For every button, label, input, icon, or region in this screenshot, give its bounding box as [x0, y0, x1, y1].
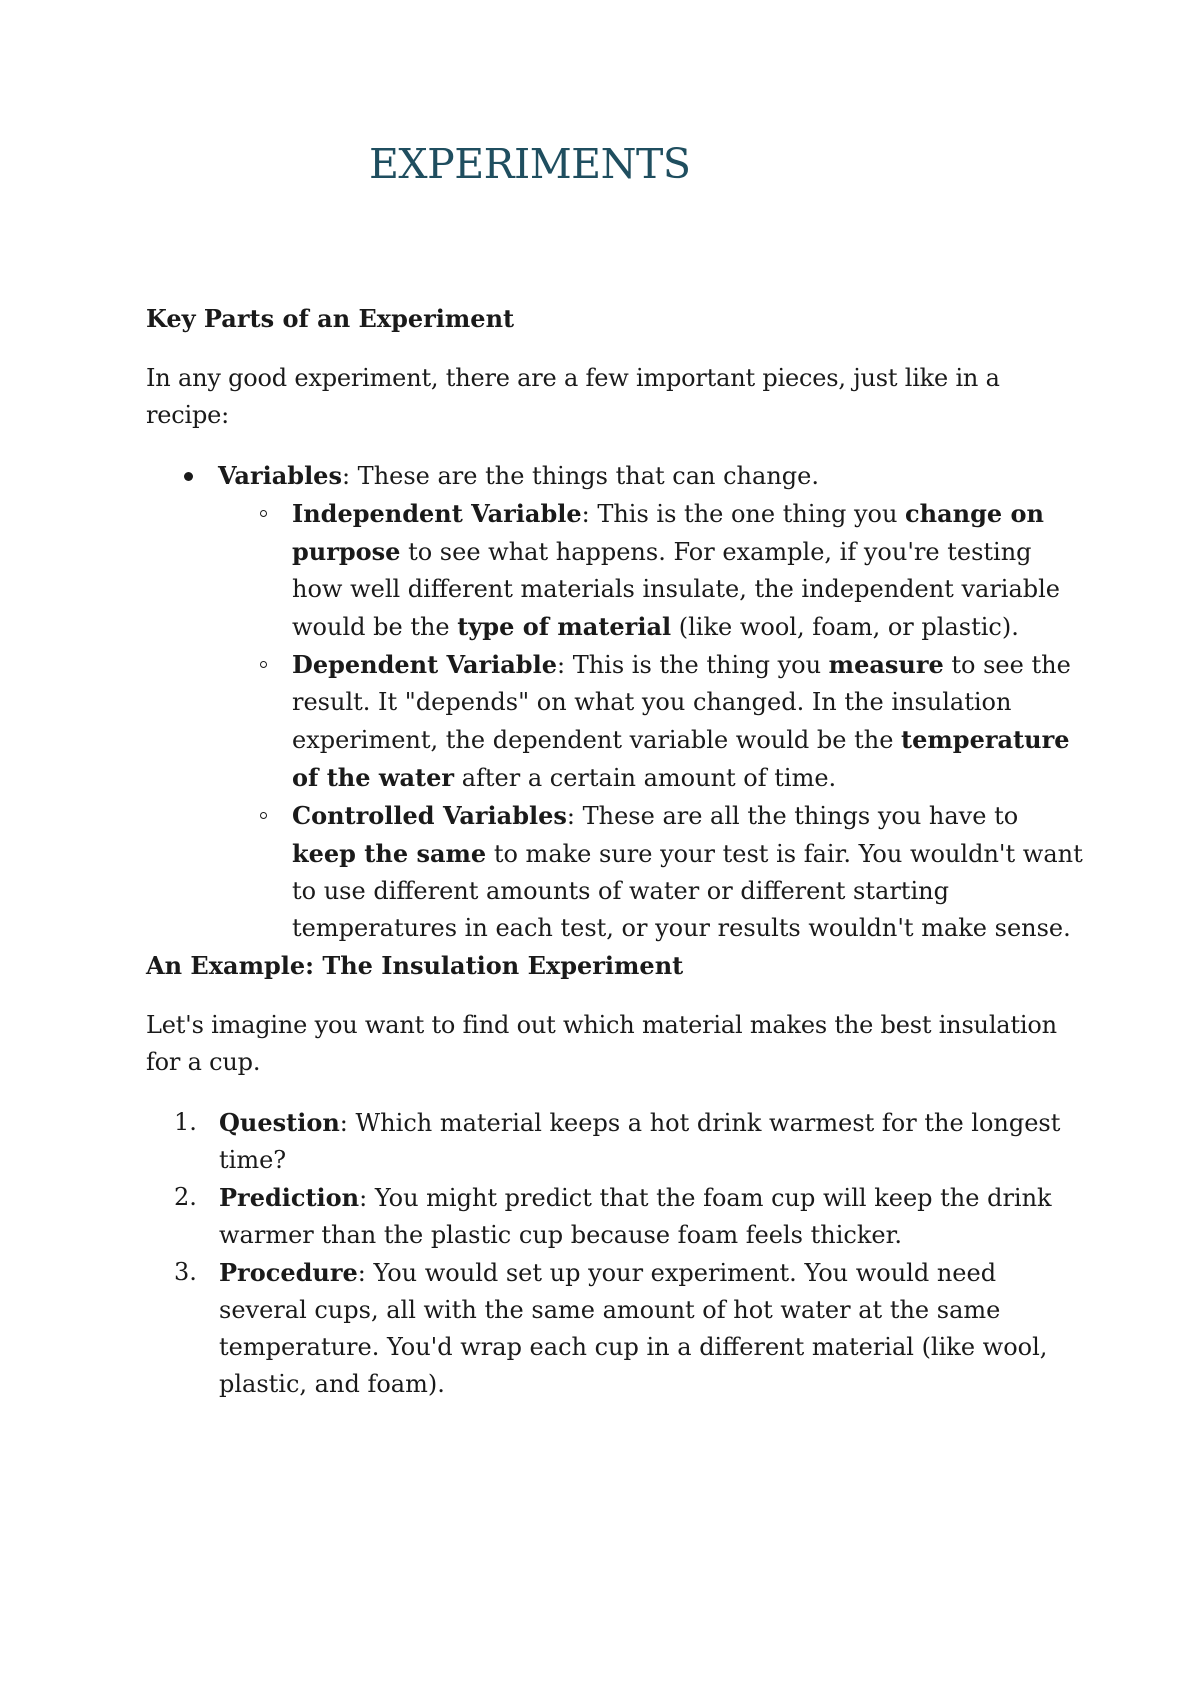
independent-bold-2: type of material — [457, 612, 672, 641]
variables-list — [146, 457, 1086, 947]
dependent-bold-2: temperature of the water — [292, 725, 1070, 792]
bullet-circle-icon — [260, 510, 267, 517]
dependent-text-3: after a certain amount of time. — [454, 764, 837, 792]
step-term: Procedure — [219, 1258, 358, 1287]
dependent-variable-term: Dependent Variable — [292, 650, 557, 679]
list-item-step — [174, 1254, 1086, 1403]
section-heading-example: An Example: The Insulation Experiment — [146, 951, 684, 980]
variable-types-list — [218, 495, 1086, 947]
document-title: EXPERIMENTS — [369, 140, 691, 188]
key-parts-intro: In any good experiment, there are a few important pieces, just like in a recipe: — [146, 364, 1000, 429]
controlled-text-1: : These are all the things you have to — [566, 802, 1019, 830]
bullet-circle-icon — [260, 661, 267, 668]
list-item-step — [174, 1104, 1086, 1179]
list-item-step — [174, 1179, 1086, 1254]
step-number: 1. — [174, 1108, 197, 1136]
dependent-bold-1: measure — [828, 650, 944, 679]
step-number: 2. — [174, 1183, 197, 1211]
list-item-variables — [218, 457, 1086, 947]
controlled-text-2: to make sure your test is fair. You wouldn't want to use different amounts of water or different starting temperatures in each test, or your results wouldn't make sense. — [292, 840, 1083, 942]
step-number: 3. — [174, 1258, 197, 1286]
step-text: : You would set up your experiment. You would need several cups, all with the same amount of hot water at the same temperature. You'd wrap each cup in a different material (like wool, plastic, and foam). — [219, 1259, 1048, 1398]
experiment-steps-list — [146, 1104, 1086, 1403]
document-body — [146, 300, 1086, 1403]
section-heading-key-parts: Key Parts of an Experiment — [146, 304, 515, 333]
variables-term: Variables — [218, 461, 342, 490]
list-item-independent-variable — [292, 495, 1086, 646]
bullet-circle-icon — [260, 812, 267, 819]
step-text: : Which material keeps a hot drink warmest for the longest time? — [219, 1109, 1061, 1174]
independent-variable-term: Independent Variable — [292, 499, 582, 528]
list-item-controlled-variables — [292, 797, 1086, 947]
bullet-dot-icon — [184, 472, 193, 481]
controlled-bold-1: keep the same — [292, 839, 487, 868]
dependent-text-2: to see the result. It "depends" on what you changed. In the insulation experiment, the dependent variable would be the — [292, 651, 1071, 754]
step-text: : You might predict that the foam cup will keep the drink warmer than the plastic cup because foam feels thicker. — [219, 1184, 1052, 1249]
example-intro: Let's imagine you want to find out which material makes the best insulation for a cup. — [146, 1011, 1057, 1076]
controlled-variables-term: Controlled Variables — [292, 801, 567, 830]
dependent-text-1: : This is the thing you — [556, 651, 829, 679]
list-item-dependent-variable — [292, 646, 1086, 797]
independent-text-1: : This is the one thing you — [581, 500, 906, 528]
variables-text: : These are the things that can change. — [341, 462, 819, 490]
independent-text-3: (like wool, foam, or plastic). — [671, 613, 1019, 641]
step-term: Question — [219, 1108, 340, 1137]
independent-text-2: to see what happens. For example, if you're testing how well different materials insulate, the independent variable would be the — [292, 538, 1061, 641]
step-term: Prediction — [219, 1183, 360, 1212]
independent-bold-1: change on purpose — [292, 499, 1044, 566]
